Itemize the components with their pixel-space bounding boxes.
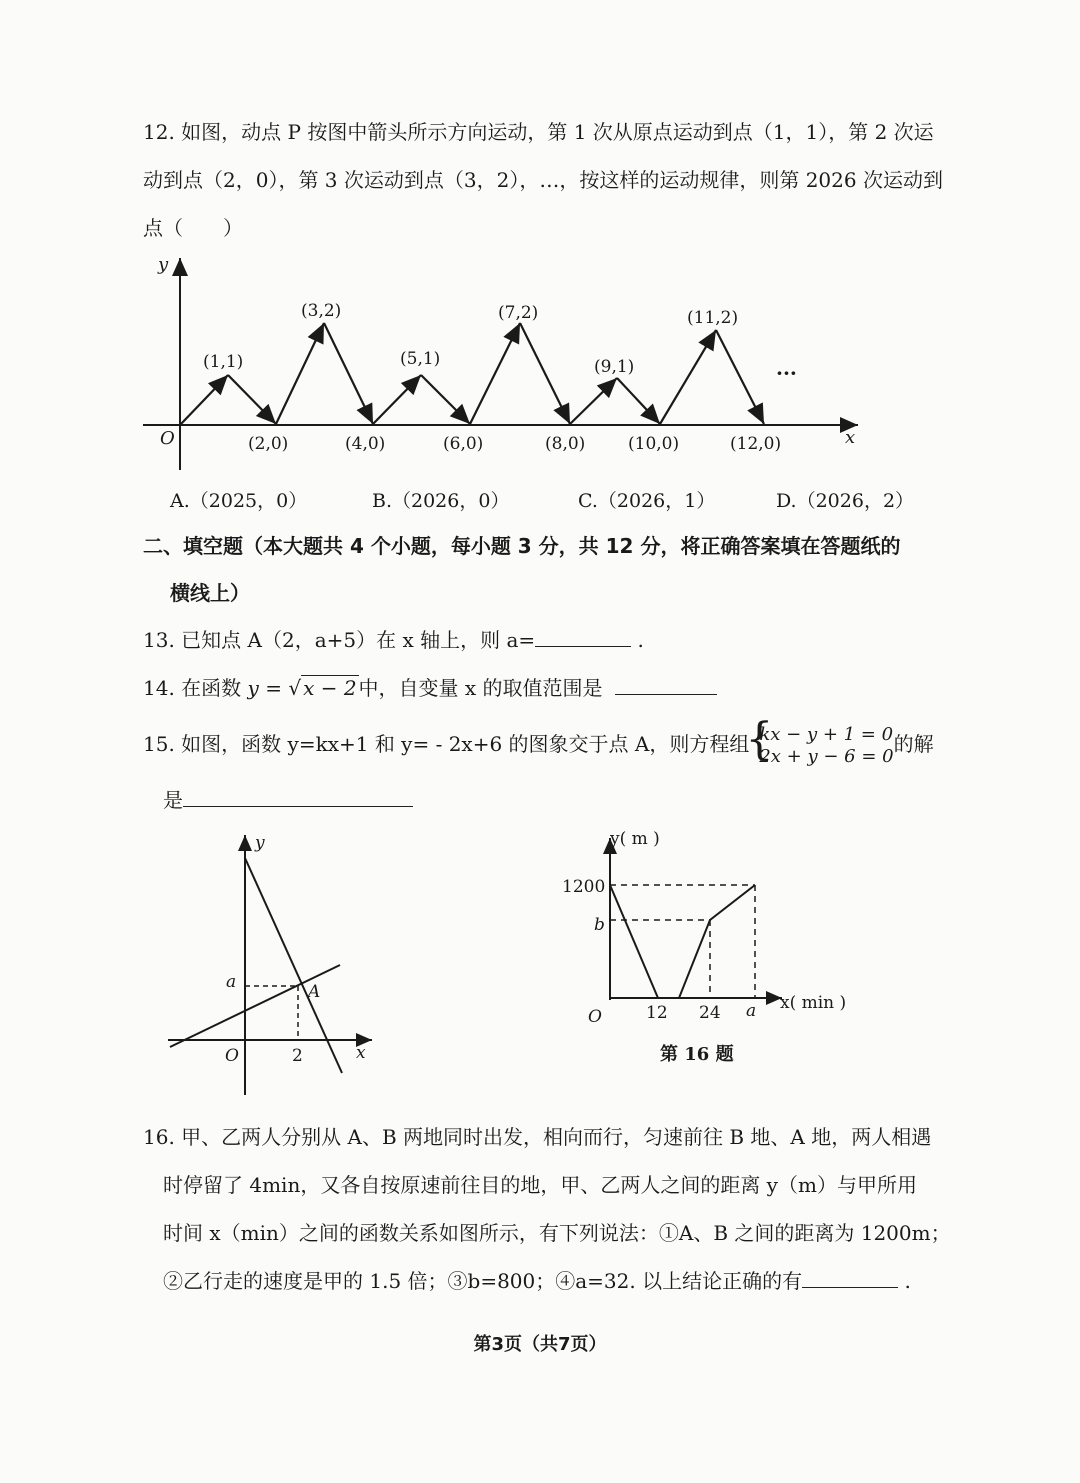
q15-equation-system bbox=[749, 724, 893, 768]
q12-seg bbox=[617, 378, 660, 424]
q15-line2 bbox=[163, 786, 413, 814]
q16-x-tick-a: a bbox=[746, 1001, 757, 1021]
q12-zero-label: (12,0) bbox=[730, 434, 782, 454]
q12-zero-label: (10,0) bbox=[628, 434, 680, 454]
q15 bbox=[143, 722, 934, 768]
q12-seg bbox=[421, 375, 470, 424]
q14-answer-blank[interactable] bbox=[615, 674, 717, 695]
q12-y-label: y bbox=[158, 254, 169, 275]
q14-suffix: 中，自变量 x 的取值范围是 bbox=[358, 676, 603, 700]
q15-eq1: { kx − y + 1 = 0 bbox=[759, 723, 894, 745]
q16-caption: 第 16 题 bbox=[660, 1044, 734, 1065]
section2-title-line2: 横线上） bbox=[170, 581, 250, 605]
section2-title-line1: 二、填空题（本大题共 4 个小题，每小题 3 分，共 12 分，将正确答案填在答题纸的 bbox=[143, 534, 901, 558]
q16-line3: 时间 x（min）之间的函数关系如图所示，有下列说法：①A、B 之间的距离为 1200m； bbox=[163, 1221, 951, 1245]
q12-option-c: C.（2026，1） bbox=[578, 490, 716, 512]
q15-figure bbox=[150, 825, 390, 1105]
q16-answer-blank[interactable] bbox=[802, 1267, 898, 1288]
sqrt-icon: √ bbox=[288, 676, 302, 700]
q12-seg bbox=[180, 375, 228, 425]
q12-option-b: B.（2026，0） bbox=[372, 490, 510, 512]
q15-line2-text: 是 bbox=[163, 788, 183, 812]
q12-seg bbox=[276, 323, 324, 424]
q13-answer-blank[interactable] bbox=[535, 626, 631, 647]
q12-option-d: D.（2026，2） bbox=[776, 490, 915, 512]
q15-origin: O bbox=[225, 1046, 239, 1066]
q15-answer-blank[interactable] bbox=[183, 786, 413, 807]
q12-zero-label: (6,0) bbox=[443, 434, 484, 454]
q12-seg bbox=[324, 323, 373, 424]
q13-text: 13. 已知点 A（2，a+5）在 x 轴上，则 a= bbox=[143, 628, 536, 652]
q12-peak-label: (11,2) bbox=[687, 308, 739, 328]
q15-two-label: 2 bbox=[292, 1046, 303, 1066]
q12-zero-label: (2,0) bbox=[248, 434, 289, 454]
q15-y-label: y bbox=[255, 833, 265, 853]
q12-seg bbox=[228, 375, 276, 424]
q15-suffix: 的解 bbox=[893, 732, 934, 756]
q16-figure bbox=[550, 820, 860, 1070]
page-footer: 第3页（共7页） bbox=[473, 1334, 607, 1355]
q12-origin: O bbox=[160, 428, 175, 449]
q12-option-a: A.（2025，0） bbox=[170, 490, 308, 512]
q16-x-label: x( min ) bbox=[780, 993, 847, 1013]
q15-eq2: 2x + y − 6 = 0 bbox=[759, 745, 894, 767]
q14-radicand: x − 2 bbox=[303, 676, 357, 700]
q12-zero-label: (4,0) bbox=[345, 434, 386, 454]
q14-func-y: y = bbox=[247, 676, 289, 700]
q16-y-label: y( m ) bbox=[610, 829, 660, 849]
q12-seg bbox=[520, 323, 570, 424]
q12-peak-label: (1,1) bbox=[203, 352, 244, 372]
q16-x-tick-24: 24 bbox=[699, 1003, 721, 1023]
q16-line4 bbox=[163, 1267, 911, 1295]
q15-a-label: a bbox=[226, 972, 237, 992]
q15-line-kx-plus-1 bbox=[170, 965, 340, 1047]
q12-seg bbox=[660, 330, 716, 424]
q12-x-label: x bbox=[845, 427, 856, 448]
q15-x-label: x bbox=[356, 1043, 366, 1063]
q16-line2: 时停留了 4min，又各自按原速前往目的地，甲、乙两人之间的距离 y（m）与甲所用 bbox=[163, 1173, 917, 1197]
q12-ellipsis: ··· bbox=[776, 361, 797, 385]
q15-text: 15. 如图，函数 y=kx+1 和 y= - 2x+6 的图象交于点 A，则方程组 bbox=[143, 732, 750, 756]
q12-line1: 12. 如图，动点 P 按图中箭头所示方向运动，第 1 次从原点运动到点（1，1），第 2 次运 bbox=[143, 120, 934, 144]
q12-seg bbox=[373, 375, 421, 424]
q12-line2: 动到点（2，0），第 3 次运动到点（3，2），…，按这样的运动规律，则第 2026 次运动到 bbox=[143, 168, 943, 192]
q16-y-tick-1200: 1200 bbox=[562, 877, 606, 897]
q12-line3: 点（ ） bbox=[143, 216, 243, 240]
q12-seg bbox=[470, 323, 520, 424]
q16-graph bbox=[610, 885, 755, 998]
q12-peak-label: (5,1) bbox=[400, 349, 441, 369]
q16-end: . bbox=[904, 1269, 911, 1293]
q16-y-tick-b: b bbox=[594, 915, 605, 935]
q12-peak-label: (9,1) bbox=[594, 357, 635, 377]
q12-peak-label: (7,2) bbox=[498, 303, 539, 323]
q14-prefix: 14. 在函数 bbox=[143, 676, 242, 700]
q15-point-a-label: A bbox=[308, 982, 321, 1002]
q13 bbox=[143, 626, 644, 654]
q12-zero-label: (8,0) bbox=[545, 434, 586, 454]
q12-peak-label: (3,2) bbox=[301, 301, 342, 321]
q16-origin: O bbox=[588, 1007, 602, 1027]
q16-line4-text: ②乙行走的速度是甲的 1.5 倍；③b=800；④a=32. 以上结论正确的有 bbox=[163, 1269, 803, 1293]
q16-line1: 16. 甲、乙两人分别从 A、B 两地同时出发，相向而行，匀速前往 B 地、A 地，两人相遇 bbox=[143, 1125, 932, 1149]
q13-end: . bbox=[637, 628, 644, 652]
q12-seg bbox=[570, 378, 617, 424]
q12-figure bbox=[0, 0, 1080, 480]
q12-seg bbox=[716, 330, 764, 424]
q14 bbox=[143, 674, 717, 702]
q16-x-tick-12: 12 bbox=[646, 1003, 668, 1023]
